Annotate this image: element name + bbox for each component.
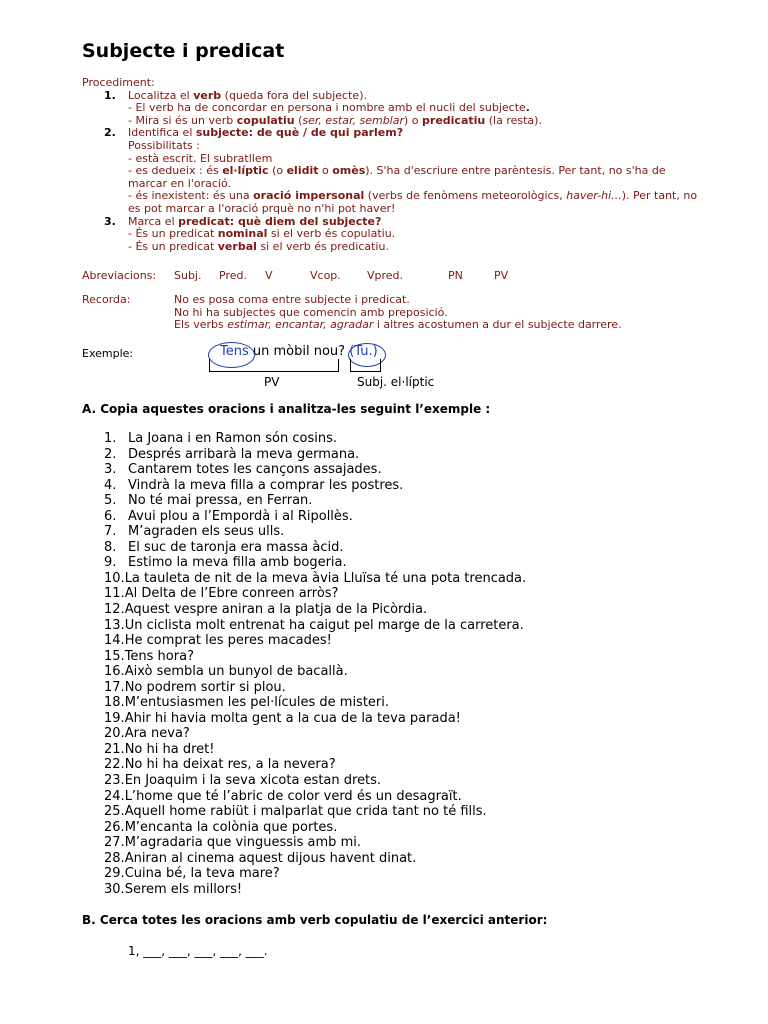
list-item-text: Al Delta de l’Ebre conreen arròs?	[124, 586, 339, 602]
text-run: nominal	[217, 227, 268, 241]
exemple-verb: Tens	[220, 344, 249, 359]
procediment-step	[82, 216, 702, 254]
text-run: ) o	[404, 113, 423, 127]
text-run: (la resta).	[485, 113, 542, 127]
step-subline	[128, 241, 702, 254]
exemple-label: Exemple:	[82, 347, 134, 360]
list-item-number: 3.	[104, 462, 117, 478]
exemple-subject: (Tu.)	[349, 344, 378, 359]
text-run: subjecte	[195, 126, 249, 140]
list-item	[104, 695, 526, 711]
list-item-text: M’entusiasmen les pel·lícules de misteri.	[124, 695, 390, 711]
list-item-text: Avui plou a l’Empordà i al Ripollès.	[128, 508, 353, 524]
list-item-text: No hi ha dret!	[124, 741, 215, 757]
list-item-number: 21.	[104, 741, 125, 757]
list-item-number: 10.	[104, 570, 125, 586]
list-item-text: No té mai pressa, en Ferran.	[128, 493, 313, 509]
list-item	[104, 602, 526, 618]
list-item-number: 17.	[104, 679, 125, 695]
list-item	[104, 851, 526, 867]
abrev-subj: Subj.	[174, 269, 202, 282]
list-item-number: 23.	[104, 773, 125, 789]
text-run: predicatiu	[422, 113, 486, 127]
text-run: No hi ha subjectes que comencin amb preposició.	[174, 305, 448, 319]
text-run: o	[318, 164, 333, 178]
list-item	[104, 540, 526, 556]
list-item-text: En Joaquim i la seva xicota estan drets.	[124, 773, 382, 789]
recorda-line	[174, 319, 734, 332]
list-item	[104, 773, 526, 789]
text-run: Els verbs	[174, 318, 228, 332]
list-item-text: L’home que té l’abric de color verd és un desagraït.	[124, 788, 462, 804]
list-item-text: Aniran al cinema aquest dijous havent dinat.	[124, 850, 417, 866]
sentence-list	[104, 431, 526, 897]
recorda-lines	[174, 294, 734, 332]
list-item	[104, 882, 526, 898]
step-number: 3.	[104, 214, 116, 228]
text-run: - és inexistent: és una	[128, 189, 254, 203]
list-item	[104, 555, 526, 571]
text-run: : de què / de qui parlem?	[248, 126, 404, 140]
list-item-number: 2.	[104, 446, 117, 462]
list-item-number: 20.	[104, 726, 125, 742]
list-item-text: M’agradaria que vinguessis amb mi.	[124, 835, 361, 851]
list-item-number: 15.	[104, 648, 125, 664]
pv-bracket	[209, 359, 339, 372]
list-item-number: 26.	[104, 819, 125, 835]
list-item-number: 19.	[104, 710, 125, 726]
text-run: verb	[193, 88, 222, 102]
list-item	[104, 493, 526, 509]
text-run: si el verb és predicatiu.	[256, 239, 389, 253]
list-item	[104, 757, 526, 773]
text-run: Localitza el	[128, 88, 194, 102]
list-item	[104, 742, 526, 758]
list-item-text: He comprat les peres macades!	[124, 633, 332, 649]
text-run: oració impersonal	[253, 189, 365, 203]
list-item-text: La tauleta de nit de la meva àvia Lluïsa té una pota trencada.	[124, 570, 527, 586]
list-item-number: 22.	[104, 757, 125, 773]
abreviacions-label: Abreviacions:	[82, 269, 157, 282]
text-run: ). Per tant, no es pot marcar a l'oració prquè no n'hi pot haver!	[128, 189, 698, 215]
abrev-vpred: Vpred.	[367, 269, 404, 282]
list-item	[104, 726, 526, 742]
text-run: Identifica el	[128, 126, 196, 140]
procediment-block	[82, 77, 702, 253]
list-item-number: 1.	[104, 431, 117, 446]
text-run: - Mira si és un verb	[128, 113, 237, 127]
list-item-text: M’agraden els seus ulls.	[128, 524, 285, 540]
list-item	[104, 618, 526, 634]
list-item-number: 4.	[104, 477, 117, 493]
procediment-heading: Procediment:	[82, 76, 155, 89]
subj-eliptic-label: Subj. el·líptic	[357, 375, 435, 389]
list-item	[104, 633, 526, 649]
page-title: Subjecte i predicat	[82, 40, 285, 62]
procediment-steps	[82, 90, 702, 254]
list-item-number: 13.	[104, 617, 125, 633]
list-item-text: No hi ha deixat res, a la nevera?	[124, 757, 336, 773]
list-item-text: No podrem sortir si plou.	[124, 679, 286, 695]
list-item	[104, 804, 526, 820]
list-item	[104, 835, 526, 851]
text-run: - es dedueix : és	[128, 164, 223, 178]
list-item	[104, 509, 526, 525]
list-item-number: 6.	[104, 508, 117, 524]
list-item-number: 16.	[104, 664, 125, 680]
list-item-text: Ara neva?	[124, 726, 190, 742]
step-subline	[128, 165, 702, 190]
list-item-number: 7.	[104, 524, 117, 540]
list-item-number: 30.	[104, 881, 125, 897]
list-item-text: Serem els millors!	[124, 881, 243, 897]
list-item-number: 27.	[104, 835, 125, 851]
list-item-text: Això sembla un bunyol de bacallà.	[124, 664, 348, 680]
list-item-text: Cuina bé, la teva mare?	[124, 866, 280, 882]
list-item	[104, 524, 526, 540]
list-item	[104, 711, 526, 727]
list-item-text: Aquell home rabiüt i malparlat que crida tant no té fills.	[124, 804, 487, 820]
text-run: el·líptic	[222, 164, 269, 178]
list-item-number: 18.	[104, 695, 125, 711]
list-item	[104, 820, 526, 836]
step-number: 1.	[104, 88, 116, 102]
text-run: predicat: què diem del subjecte?	[178, 214, 382, 228]
list-item-text: Aquest vespre aniran a la platja de la Picòrdia.	[124, 602, 428, 618]
abrev-v: V	[265, 269, 273, 282]
list-item-number: 25.	[104, 804, 125, 820]
list-item-number: 9.	[104, 555, 117, 571]
list-item-number: 24.	[104, 788, 125, 804]
list-item	[104, 649, 526, 665]
list-item-text: Cantarem totes les cançons assajades.	[128, 462, 382, 478]
text-run: elidit	[286, 164, 319, 178]
step-subline	[128, 190, 702, 215]
text-run: verbal	[217, 239, 257, 253]
text-run: haver-hi...	[566, 189, 622, 203]
abrev-pred: Pred.	[219, 269, 247, 282]
list-item	[104, 680, 526, 696]
list-item	[104, 478, 526, 494]
list-item	[104, 447, 526, 463]
list-item-number: 29.	[104, 866, 125, 882]
text-run: (verbs de fenòmens meteorològics,	[364, 189, 567, 203]
text-run: Marca el	[128, 214, 179, 228]
list-item-number: 14.	[104, 633, 125, 649]
text-run: omès	[332, 164, 366, 178]
list-item	[104, 789, 526, 805]
abrev-pv: PV	[494, 269, 509, 282]
text-run: No es posa coma entre subjecte i predicat.	[174, 293, 410, 306]
procediment-step	[82, 127, 702, 215]
list-item-text: El suc de taronja era massa àcid.	[128, 539, 344, 555]
list-item-text: Tens hora?	[124, 648, 194, 664]
subj-bracket	[350, 359, 381, 372]
text-run: (o	[268, 164, 287, 178]
list-item	[104, 431, 526, 447]
text-run: (	[294, 113, 303, 127]
text-run: - És un predicat	[128, 239, 218, 253]
text-run: - El verb ha de concordar en persona i nombre amb el nucli del subjecte	[128, 101, 526, 115]
list-item	[104, 866, 526, 882]
text-run: copulatiu	[236, 113, 295, 127]
list-item	[104, 462, 526, 478]
list-item-text: Un ciclista molt entrenat ha caigut pel marge de la carretera.	[124, 617, 524, 633]
text-run: ser, estar, semblar	[302, 113, 404, 127]
section-b-heading: B. Cerca totes les oracions amb verb copulatiu de l’exercici anterior:	[82, 913, 548, 927]
abrev-pn: PN	[448, 269, 463, 282]
list-item-number: 11.	[104, 586, 125, 602]
text-run: (queda fora del subjecte).	[221, 88, 367, 102]
list-item	[104, 586, 526, 602]
text-run: .	[525, 101, 530, 115]
list-item-number: 12.	[104, 602, 125, 618]
text-run: estimar, encantar, agradar	[227, 318, 374, 332]
list-item-text: Ahir hi havia molta gent a la cua de la teva parada!	[124, 710, 461, 726]
text-run: Possibilitats :	[128, 138, 200, 152]
answer-blanks[interactable]: 1, ___, ___, ___, ___, ___.	[128, 944, 268, 958]
text-run: - està escrit. El subratllem	[128, 151, 273, 165]
list-item-text: Després arribarà la meva germana.	[128, 446, 360, 462]
pv-label: PV	[264, 375, 280, 389]
list-item-number: 5.	[104, 493, 117, 509]
list-item	[104, 571, 526, 587]
section-a-heading: A. Copia aquestes oracions i analitza-les seguint l’exemple :	[82, 402, 491, 416]
text-run: ). S'ha d'escriure entre parèntesis. Per tant, no s'ha de marcar en l'oració.	[128, 164, 666, 190]
text-run: i altres acostumen a dur el subjecte darrere.	[373, 318, 622, 332]
exemple-rest: un mòbil nou?	[248, 344, 346, 359]
list-item-number: 28.	[104, 850, 125, 866]
recorda-label: Recorda:	[82, 293, 131, 306]
step-number: 2.	[104, 126, 116, 140]
list-item-text: La Joana i en Ramon són cosins.	[128, 431, 337, 446]
list-item-text: M’encanta la colònia que portes.	[124, 819, 338, 835]
list-item-text: Vindrà la meva filla a comprar les postres.	[128, 477, 404, 493]
step-text	[128, 127, 702, 140]
text-run: - És un predicat	[128, 227, 218, 241]
exemple-block	[82, 344, 502, 391]
list-item-text: Estimo la meva filla amb bogeria.	[128, 555, 347, 571]
abrev-vcop: Vcop.	[310, 269, 341, 282]
text-run: si el verb és copulatiu.	[267, 227, 396, 241]
list-item	[104, 664, 526, 680]
list-item-number: 8.	[104, 539, 117, 555]
procediment-step	[82, 90, 702, 128]
